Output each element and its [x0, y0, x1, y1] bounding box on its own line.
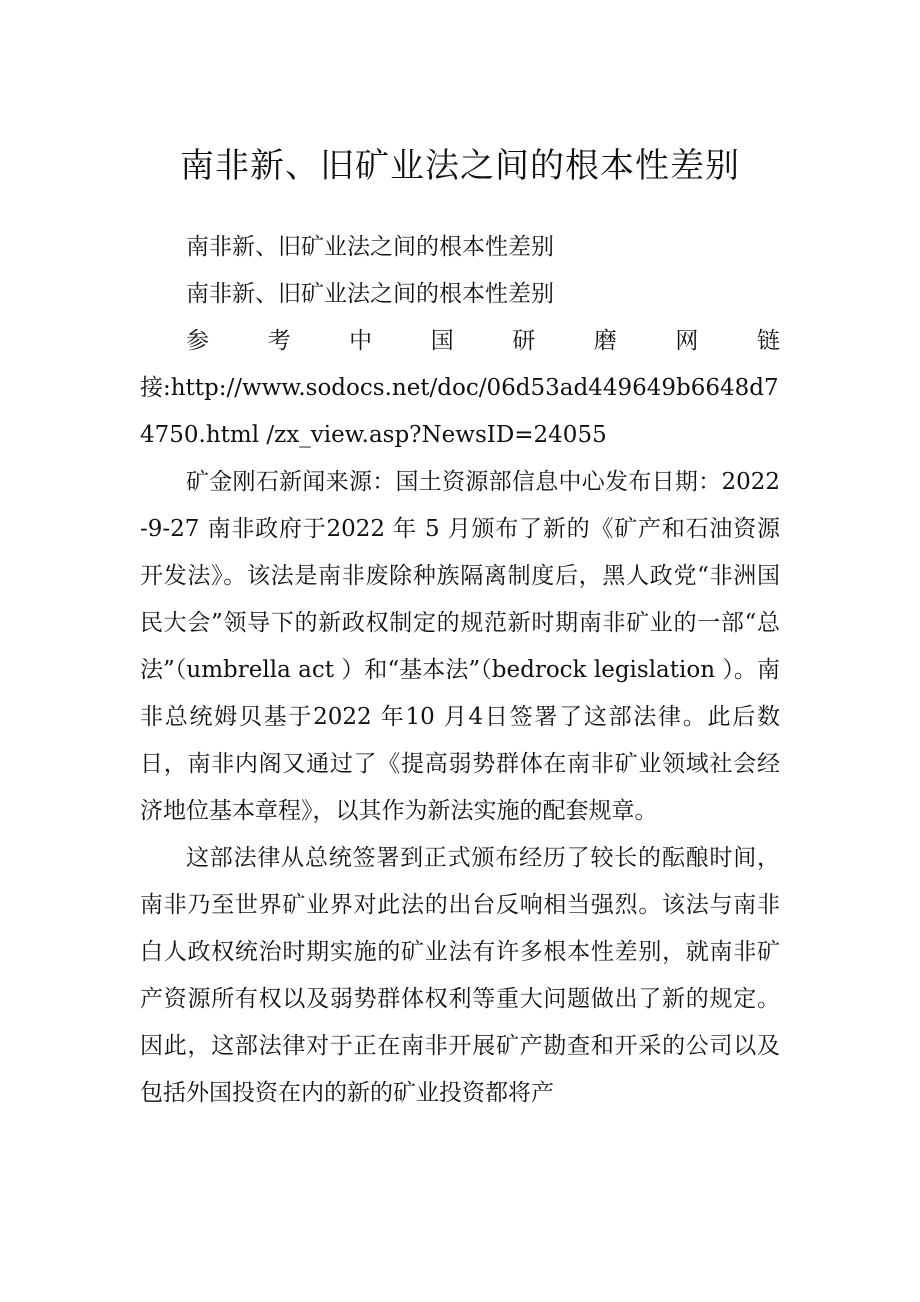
reference-spaced-line: [140, 318, 780, 365]
reference-char: 中: [349, 328, 373, 354]
reference-link-text: 接:http://www.sodocs.net/doc/06d53ad449649b6648d74750.html /zx_view.asp?NewsID=24055: [140, 375, 779, 448]
reference-char: 研: [512, 328, 536, 354]
reference-char: 磨: [593, 328, 617, 354]
paragraph-1: 矿金刚石新闻来源：国土资源部信息中心发布日期：2022-9-27 南非政府于2022 年 5 月颁布了新的《矿产和石油资源开发法》。该法是南非废除种族隔离制度后，黑人政党“非洲国民大会”领导下的新政权制定的规范新时期南非矿业的一部“总法”（umbrella act ）和“基本法”（bedrock legislation ）。南非总统姆贝基于2022 年10 月4日签署了这部法律。此后数日，南非内阁又通过了《提高弱势群体在南非矿业领域社会经济地位基本章程》，以其作为新法实施的配套规章。: [140, 469, 780, 824]
subtitle-line-2: 南非新、旧矿业法之间的根本性差别: [186, 281, 554, 307]
reference-char: 网: [675, 328, 699, 354]
document-body: [140, 224, 780, 1117]
document-title: 南非新、旧矿业法之间的根本性差别: [180, 146, 740, 186]
reference-char: 链: [756, 328, 780, 354]
subtitle-line-1: 南非新、旧矿业法之间的根本性差别: [186, 234, 554, 260]
reference-char: 国: [430, 328, 454, 354]
reference-block: [140, 318, 780, 459]
reference-char: 参: [186, 328, 209, 354]
paragraph-2: 这部法律从总统签署到正式颁布经历了较长的酝酿时间，南非乃至世界矿业界对此法的出台反响相当强烈。该法与南非白人政权统治时期实施的矿业法有许多根本性差别，就南非矿产资源所有权以及弱势群体权利等重大问题做出了新的规定。因此，这部法律对于正在南非开展矿产勘查和开采的公司以及包括外国投资在内的新的矿业投资都将产: [140, 845, 780, 1106]
reference-char: 考: [267, 328, 291, 354]
